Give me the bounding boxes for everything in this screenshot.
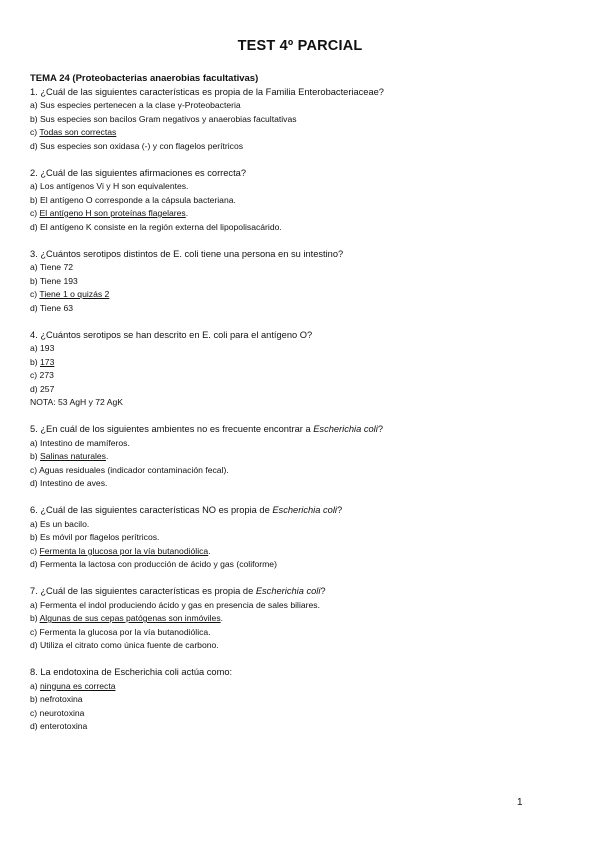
answer-option: [30, 261, 575, 275]
option-text: El antígeno K consiste en la región externa del lipopolisacárido.: [40, 221, 282, 232]
question-6: [30, 504, 575, 572]
option-text: .: [185, 208, 189, 218]
question-text: [30, 423, 575, 437]
correct-answer: Todas son correctas: [39, 127, 117, 137]
answer-option: [30, 477, 575, 491]
answer-option: [30, 221, 575, 235]
answer-option: [30, 545, 575, 559]
answer-option: [30, 180, 575, 194]
answer-option: [30, 626, 575, 640]
question-text-part: 4. ¿Cuántos serotipos se han descrito en E. coli para el antígeno O?: [30, 329, 313, 340]
answer-option: [30, 342, 575, 356]
option-text: Es un bacilo.: [40, 518, 90, 529]
option-text: Intestino de mamíferos.: [40, 437, 130, 448]
answer-option: [30, 126, 575, 140]
option-text: Utiliza el citrato como única fuente de carbono.: [40, 640, 219, 650]
answer-option: [30, 113, 575, 127]
answer-option: [30, 450, 575, 464]
correct-answer: Fermenta la glucosa por la vía butanodiólica: [39, 545, 209, 556]
option-text: Tiene 72: [39, 262, 73, 272]
answer-option: [30, 639, 575, 653]
option-letter: a): [30, 437, 41, 448]
option-text: Los antígenos Vi y H son equivalentes.: [40, 181, 189, 191]
answer-option: [30, 612, 575, 626]
question-3: [30, 248, 575, 316]
option-letter: b): [30, 532, 41, 542]
question-text-part: ?: [336, 505, 343, 515]
option-letter: d): [30, 721, 41, 731]
option-letter: b): [30, 194, 41, 205]
option-letter: b): [30, 451, 41, 461]
question-text: [30, 666, 575, 680]
question-4: [30, 329, 575, 410]
answer-option: [30, 599, 575, 613]
answer-option: [30, 464, 575, 478]
option-text: .: [105, 451, 109, 461]
option-letter: a): [30, 518, 41, 529]
question-text-part: 3. ¿Cuántos serotipos distintos de E. coli tiene una persona en su intestino?: [30, 248, 344, 259]
answer-option: [30, 383, 575, 397]
question-text-part: 8. La endotoxina de Escherichia coli actúa como:: [30, 667, 233, 677]
option-text: Fermenta el indol produciendo ácido y gas en presencia de sales biliares.: [40, 599, 320, 610]
option-letter: c): [30, 289, 40, 299]
correct-answer: Algunas de sus cepas patógenas son inmóviles: [39, 613, 221, 623]
option-text: Intestino de aves.: [40, 478, 108, 488]
option-text: Tiene 193: [39, 275, 78, 286]
answer-option: [30, 693, 575, 707]
option-letter: a): [30, 262, 40, 272]
answer-option: [30, 356, 575, 370]
question-text-part: 7. ¿Cuál de las siguientes características es propia de: [30, 586, 256, 596]
option-text: Aguas residuales (indicador contaminación fecal).: [39, 464, 229, 475]
option-letter: c): [30, 208, 40, 218]
option-text: 257: [40, 383, 55, 394]
option-letter: d): [30, 383, 41, 394]
option-text: Tiene 63: [39, 302, 73, 313]
option-text: Sus especies son oxidasa (-) y con flagelos perítricos: [40, 140, 244, 151]
option-letter: c): [30, 626, 40, 637]
answer-option: [30, 707, 575, 721]
question-text-part: 6. ¿Cuál de las siguientes características NO es propia de: [30, 505, 273, 515]
option-text: nefrotoxina: [40, 694, 83, 704]
option-letter: a): [30, 181, 41, 191]
answer-option: [30, 99, 575, 113]
option-letter: a): [30, 343, 41, 353]
option-letter: a): [30, 680, 41, 691]
answer-option: [30, 680, 575, 694]
answer-option: [30, 518, 575, 532]
answer-option: [30, 140, 575, 154]
option-letter: d): [30, 640, 41, 650]
option-text: Fermenta la glucosa por la vía butanodiólica.: [39, 626, 211, 637]
option-letter: c): [30, 545, 40, 556]
question-italic-term: Escherichia coli: [255, 586, 321, 596]
correct-answer: El antígeno H son proteínas flagelares: [39, 208, 186, 218]
question-7: [30, 585, 575, 653]
option-text: Es móvil por flagelos perítricos.: [40, 532, 160, 542]
answer-option: [30, 207, 575, 221]
question-text: [30, 167, 575, 181]
option-letter: c): [30, 370, 40, 380]
correct-answer: 173: [40, 356, 55, 367]
correct-answer: Salinas naturales: [40, 451, 106, 461]
question-text: [30, 504, 575, 518]
option-letter: d): [30, 140, 41, 151]
option-letter: c): [30, 127, 40, 137]
option-letter: b): [30, 275, 40, 286]
answer-option: [30, 302, 575, 316]
question-text-part: 5. ¿En cuál de los siguientes ambientes no es frecuente encontrar a: [30, 424, 314, 434]
correct-answer: ninguna es correcta: [40, 680, 116, 691]
correct-answer: Tiene 1 o quizás 2: [39, 289, 110, 299]
question-2: [30, 167, 575, 235]
option-letter: a): [30, 100, 41, 110]
question-text: [30, 329, 575, 343]
answer-option: [30, 558, 575, 572]
option-letter: d): [30, 559, 41, 569]
answer-option: [30, 275, 575, 289]
page-title: TEST 4º PARCIAL: [237, 38, 363, 54]
option-letter: d): [30, 478, 41, 488]
option-text: enterotoxina: [40, 721, 88, 731]
option-text: El antígeno O corresponde a la cápsula bacteriana.: [40, 194, 236, 205]
question-text: [30, 585, 575, 599]
answer-option: [30, 531, 575, 545]
option-text: neurotoxina: [39, 707, 85, 718]
option-letter: b): [30, 694, 41, 704]
option-letter: a): [30, 599, 41, 610]
test-content: [30, 72, 575, 747]
question-1: [30, 86, 575, 154]
question-text: [30, 248, 575, 262]
answer-option: [30, 437, 575, 451]
page-number: 1: [517, 797, 523, 808]
option-text: Fermenta la lactosa con producción de ácido y gas (coliforme): [40, 559, 277, 569]
question-italic-term: Escherichia coli: [313, 424, 378, 434]
question-italic-term: Escherichia coli: [272, 505, 337, 515]
option-text: Sus especies son bacilos Gram negativos y anaerobias facultativas: [40, 113, 297, 124]
option-text: 193: [40, 343, 55, 353]
topic-heading: TEMA 24 (Proteobacterias anaerobias facultativas): [30, 73, 259, 84]
question-note: NOTA: 53 AgH y 72 AgK: [30, 397, 123, 407]
answer-option: [30, 369, 575, 383]
option-text: .: [208, 545, 211, 556]
option-letter: c): [30, 464, 40, 475]
question-text-part: ?: [320, 586, 326, 596]
question-text-part: ?: [377, 424, 383, 434]
option-letter: b): [30, 613, 40, 623]
question-text-part: 1. ¿Cuál de las siguientes características es propia de la Familia Enterobacteriaceae?: [30, 86, 384, 97]
question-list: [30, 86, 575, 734]
answer-option: [30, 194, 575, 208]
answer-option: [30, 720, 575, 734]
option-letter: d): [30, 302, 40, 313]
question-text: [30, 86, 575, 100]
option-letter: b): [30, 113, 41, 124]
option-text: Sus especies pertenecen a la clase γ-Proteobacteria: [40, 100, 241, 110]
option-letter: c): [30, 707, 40, 718]
question-5: [30, 423, 575, 491]
question-text-part: 2. ¿Cuál de las siguientes afirmaciones es correcta?: [30, 167, 246, 178]
option-text: 273: [39, 370, 54, 380]
question-8: [30, 666, 575, 734]
answer-option: [30, 288, 575, 302]
option-text: .: [220, 613, 224, 623]
option-letter: b): [30, 356, 41, 367]
option-letter: d): [30, 221, 41, 232]
